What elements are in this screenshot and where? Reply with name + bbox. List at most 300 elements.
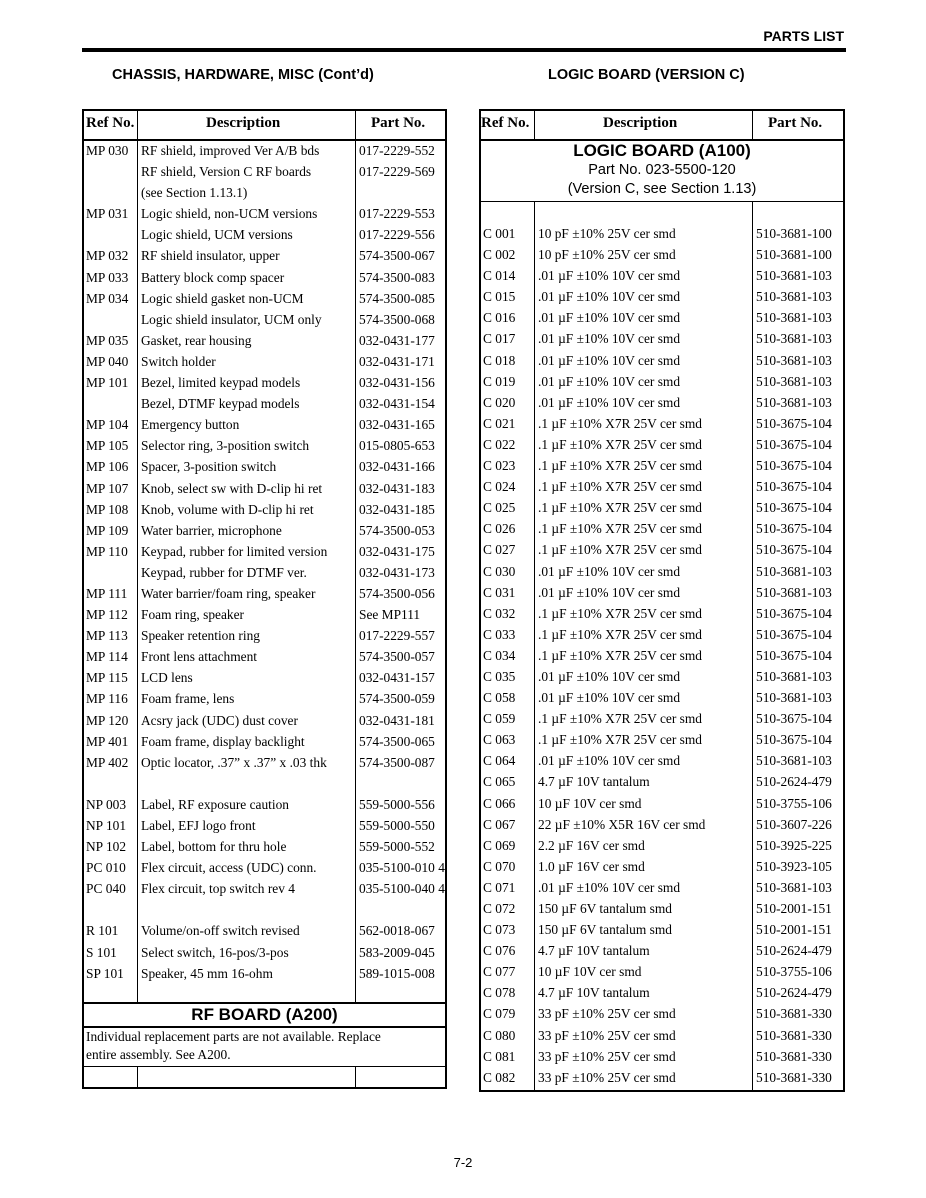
page-number: 7-2: [453, 1155, 473, 1170]
table-row: [481, 1003, 843, 1024]
part-number-cell: 510-3681-103: [756, 690, 832, 706]
part-number-cell: 032-0431-185: [359, 501, 435, 517]
description-cell: 10 µF 10V cer smd: [538, 795, 642, 811]
description-cell: Selector ring, 3-position switch: [141, 438, 310, 454]
table-row: [481, 750, 843, 771]
description-cell: .01 µF ±10% 10V cer smd: [538, 584, 681, 600]
table-row: [84, 351, 445, 372]
description-cell: .01 µF ±10% 10V cer smd: [538, 563, 681, 579]
part-number-cell: 017-2229-552: [359, 143, 435, 158]
table-row: [481, 919, 843, 940]
description-cell: RF shield, improved Ver A/B bds: [141, 143, 320, 158]
description-cell: Logic shield gasket non-UCM: [141, 290, 304, 306]
part-number-cell: 510-3675-104: [756, 458, 832, 474]
rf-board-note-2: entire assembly. See A200.: [86, 1047, 231, 1062]
description-cell: Volume/on-off switch revised: [141, 923, 300, 939]
ref-cell: C 017: [483, 331, 516, 347]
col-desc-header: Description: [603, 115, 678, 131]
ref-cell: MP 113: [86, 628, 128, 644]
description-cell: Bezel, limited keypad models: [141, 375, 301, 391]
description-cell: .1 µF ±10% X7R 25V cer smd: [538, 479, 702, 495]
table-row: [481, 603, 843, 624]
table-row: [481, 561, 843, 582]
table-row: [481, 835, 843, 856]
table-row: [84, 245, 445, 266]
description-cell: (see Section 1.13.1): [141, 185, 248, 201]
part-number-cell: 510-3681-330: [756, 1048, 832, 1064]
table-row: [84, 161, 445, 182]
table-row: [481, 1046, 843, 1067]
ref-cell: C 072: [483, 901, 516, 916]
table-row: [84, 330, 445, 351]
part-number-cell: 510-3681-103: [756, 879, 832, 895]
part-number-cell: 559-5000-556: [359, 796, 435, 812]
logic-board-banner: [481, 141, 843, 202]
header-rule: [82, 48, 846, 52]
part-number-cell: 589-1015-008: [359, 965, 435, 981]
ref-cell: MP 112: [86, 607, 128, 623]
description-cell: 10 µF 10V cer smd: [538, 964, 642, 980]
part-number-cell: 032-0431-175: [359, 543, 435, 559]
description-cell: Label, RF exposure caution: [141, 796, 290, 812]
part-number-cell: See MP111: [359, 607, 421, 623]
ref-cell: MP 034: [86, 290, 129, 306]
part-number-cell: 032-0431-177: [359, 332, 435, 348]
right-rows: [481, 223, 843, 1088]
description-cell: 2.2 µF 16V cer smd: [538, 837, 645, 853]
ref-cell: C 065: [483, 774, 516, 790]
description-cell: .1 µF ±10% X7R 25V cer smd: [538, 542, 702, 558]
part-number-cell: 017-2229-556: [359, 227, 435, 243]
table-row: [84, 182, 445, 203]
banner-title: LOGIC BOARD (A100): [573, 141, 751, 160]
table-row: [481, 413, 843, 434]
part-number-cell: 510-3607-226: [756, 816, 832, 832]
part-number-cell: 032-0431-181: [359, 712, 435, 728]
table-row: [481, 392, 843, 413]
table-row: [84, 878, 445, 899]
table-row: [481, 982, 843, 1003]
part-number-cell: 510-3675-104: [756, 436, 832, 452]
ref-cell: C 025: [483, 500, 516, 516]
table-row: [481, 307, 843, 328]
part-number-cell: 510-3675-104: [756, 626, 832, 642]
table-row: [481, 455, 843, 476]
col-part-header: Part No.: [371, 115, 426, 131]
description-cell: .01 µF ±10% 10V cer smd: [538, 331, 681, 347]
table-row: [84, 731, 445, 752]
part-number-cell: 032-0431-156: [359, 375, 435, 391]
table-row: [481, 877, 843, 898]
ref-cell: C 063: [483, 732, 516, 748]
ref-cell: MP 106: [86, 459, 129, 475]
part-number-cell: 510-2624-479: [756, 774, 832, 790]
description-cell: 4.7 µF 10V tantalum: [538, 943, 650, 959]
description-cell: Logic shield insulator, UCM only: [141, 311, 322, 327]
part-number-cell: 510-3675-104: [756, 605, 832, 621]
ref-cell: C 031: [483, 584, 516, 600]
table-row: [481, 687, 843, 708]
part-number-cell: 035-5100-010 4: [359, 860, 445, 876]
description-cell: .1 µF ±10% X7R 25V cer smd: [538, 605, 702, 621]
description-cell: Water barrier/foam ring, speaker: [141, 585, 316, 601]
ref-cell: MP 104: [86, 417, 129, 433]
ref-cell: MP 108: [86, 501, 129, 517]
table-row: [481, 539, 843, 560]
ref-cell: C 021: [483, 415, 516, 431]
part-number-cell: 574-3500-059: [359, 691, 435, 707]
table-row: [84, 267, 445, 288]
description-cell: .01 µF ±10% 10V cer smd: [538, 352, 681, 368]
part-number-cell: 032-0431-171: [359, 353, 435, 369]
ref-cell: C 016: [483, 310, 516, 326]
table-row: [84, 752, 445, 773]
part-number-cell: 510-3675-104: [756, 647, 832, 663]
ref-cell: C 018: [483, 352, 516, 368]
ref-cell: C 067: [483, 816, 516, 832]
table-row: [84, 499, 445, 520]
description-cell: .01 µF ±10% 10V cer smd: [538, 268, 681, 284]
part-number-cell: 510-3675-104: [756, 479, 832, 495]
column-divider: [137, 1066, 138, 1087]
table-row: [481, 771, 843, 792]
ref-cell: C 020: [483, 394, 516, 410]
ref-cell: PC 040: [86, 881, 126, 897]
table-row: [481, 582, 843, 603]
ref-cell: NP 101: [86, 818, 127, 833]
description-cell: .1 µF ±10% X7R 25V cer smd: [538, 626, 702, 642]
table-row: [84, 520, 445, 541]
description-cell: .1 µF ±10% X7R 25V cer smd: [538, 500, 702, 516]
description-cell: Keypad, rubber for DTMF ver.: [141, 564, 307, 580]
part-number-cell: 510-3681-103: [756, 753, 832, 769]
rf-board-note-1: Individual replacement parts are not available. Replace: [86, 1029, 381, 1044]
part-number-cell: 017-2229-557: [359, 628, 435, 644]
part-number-cell: 510-3681-100: [756, 226, 832, 241]
part-number-cell: 032-0431-173: [359, 564, 435, 580]
part-number-cell: 032-0431-183: [359, 480, 435, 496]
description-cell: .01 µF ±10% 10V cer smd: [538, 690, 681, 706]
table-row: [84, 224, 445, 245]
table-row: [481, 624, 843, 645]
table-row: [84, 140, 445, 161]
description-cell: Knob, select sw with D-clip hi ret: [141, 480, 323, 496]
table-row: [84, 794, 445, 815]
description-cell: 4.7 µF 10V tantalum: [538, 774, 650, 790]
ref-cell: MP 111: [86, 585, 128, 601]
description-cell: 10 pF ±10% 25V cer smd: [538, 247, 676, 263]
ref-cell: C 034: [483, 647, 516, 663]
description-cell: .01 µF ±10% 10V cer smd: [538, 289, 681, 305]
part-number-cell: 583-2009-045: [359, 944, 435, 960]
table-row: [84, 899, 445, 920]
table-row: [84, 562, 445, 583]
table-row: [481, 265, 843, 286]
ref-cell: C 058: [483, 690, 516, 706]
table-row: [84, 478, 445, 499]
part-number-cell: 510-3675-104: [756, 711, 832, 727]
ref-cell: C 026: [483, 521, 516, 537]
left-section-title: CHASSIS, HARDWARE, MISC (Cont’d): [112, 67, 374, 83]
description-cell: Foam ring, speaker: [141, 607, 245, 623]
table-row: [84, 203, 445, 224]
rf-board-title: RF BOARD (A200): [84, 1004, 445, 1028]
ref-cell: SP 101: [86, 965, 124, 981]
part-number-cell: 574-3500-057: [359, 649, 435, 665]
description-cell: Speaker retention ring: [141, 628, 260, 644]
part-number-cell: 510-3675-104: [756, 732, 832, 748]
description-cell: .01 µF ±10% 10V cer smd: [538, 373, 681, 389]
description-cell: .1 µF ±10% X7R 25V cer smd: [538, 415, 702, 431]
ref-cell: C 069: [483, 837, 516, 853]
description-cell: Bezel, DTMF keypad models: [141, 396, 300, 412]
description-cell: 1.0 µF 16V cer smd: [538, 858, 645, 874]
table-row: [84, 688, 445, 709]
ref-cell: MP 033: [86, 269, 129, 285]
ref-cell: NP 102: [86, 839, 127, 855]
part-number-cell: 017-2229-553: [359, 206, 435, 222]
part-number-cell: 510-3681-103: [756, 352, 832, 368]
rf-board-section: [84, 1002, 445, 1064]
part-number-cell: 574-3500-068: [359, 311, 435, 327]
ref-cell: C 078: [483, 985, 516, 1001]
ref-cell: C 002: [483, 247, 516, 263]
description-cell: 10 pF ±10% 25V cer smd: [538, 226, 676, 241]
part-number-cell: 574-3500-056: [359, 585, 435, 601]
part-number-cell: 510-3675-104: [756, 415, 832, 431]
description-cell: Water barrier, microphone: [141, 522, 282, 538]
table-row: [481, 793, 843, 814]
table-row: [481, 497, 843, 518]
table-row: [84, 646, 445, 667]
ref-cell: MP 109: [86, 522, 129, 538]
part-number-cell: 510-2001-151: [756, 922, 832, 938]
part-number-cell: 510-3681-103: [756, 373, 832, 389]
table-row: [84, 920, 445, 941]
part-number-cell: 510-3681-103: [756, 310, 832, 326]
description-cell: Flex circuit, top switch rev 4: [141, 881, 295, 897]
table-row: [84, 815, 445, 836]
table-row: [481, 708, 843, 729]
banner-version: (Version C, see Section 1.13): [567, 181, 757, 197]
part-number-cell: 510-3681-103: [756, 584, 832, 600]
column-divider: [534, 111, 535, 139]
part-number-cell: 510-3681-100: [756, 247, 832, 263]
description-cell: Foam frame, display backlight: [141, 733, 305, 749]
part-number-cell: 510-3675-104: [756, 542, 832, 558]
ref-cell: C 071: [483, 879, 516, 895]
description-cell: RF shield insulator, upper: [141, 248, 280, 264]
part-number-cell: 032-0431-154: [359, 396, 435, 412]
ref-cell: C 082: [483, 1069, 516, 1085]
col-ref-header: Ref No.: [86, 115, 135, 131]
banner-part-number: Part No. 023-5500-120: [588, 162, 736, 178]
table-row: [481, 518, 843, 539]
description-cell: 4.7 µF 10V tantalum: [538, 985, 650, 1001]
description-cell: Flex circuit, access (UDC) conn.: [141, 860, 317, 876]
ref-cell: C 019: [483, 373, 516, 389]
part-number-cell: 510-3681-103: [756, 268, 832, 284]
table-row: [481, 286, 843, 307]
description-cell: Label, EFJ logo front: [141, 818, 256, 833]
table-row: [84, 857, 445, 878]
ref-cell: C 032: [483, 605, 516, 621]
table-row: [84, 963, 445, 984]
description-cell: 33 pF ±10% 25V cer smd: [538, 1069, 676, 1085]
description-cell: .01 µF ±10% 10V cer smd: [538, 310, 681, 326]
ref-cell: C 064: [483, 753, 516, 769]
description-cell: Speaker, 45 mm 16-ohm: [141, 965, 273, 981]
description-cell: 33 pF ±10% 25V cer smd: [538, 1048, 676, 1064]
part-number-cell: 510-3755-106: [756, 795, 832, 811]
table-row: [481, 961, 843, 982]
part-number-cell: 574-3500-067: [359, 248, 435, 264]
part-number-cell: 510-2001-151: [756, 901, 832, 916]
part-number-cell: 510-3925-225: [756, 837, 832, 853]
part-number-cell: 035-5100-040 4: [359, 881, 445, 897]
part-number-cell: 574-3500-083: [359, 269, 435, 285]
part-number-cell: 574-3500-053: [359, 522, 435, 538]
description-cell: Logic shield, UCM versions: [141, 227, 293, 243]
table-row: [481, 645, 843, 666]
description-cell: Label, bottom for thru hole: [141, 839, 287, 855]
ref-cell: MP 116: [86, 691, 128, 707]
description-cell: .1 µF ±10% X7R 25V cer smd: [538, 521, 702, 537]
description-cell: Emergency button: [141, 417, 240, 433]
ref-cell: C 024: [483, 479, 516, 495]
table-header: [84, 111, 445, 141]
part-number-cell: 015-0805-653: [359, 438, 435, 454]
part-number-cell: 510-2624-479: [756, 985, 832, 1001]
description-cell: Battery block comp spacer: [141, 269, 285, 285]
table-row: [84, 414, 445, 435]
part-number-cell: 574-3500-085: [359, 290, 435, 306]
ref-cell: C 066: [483, 795, 516, 811]
part-number-cell: 562-0018-067: [359, 923, 435, 939]
description-cell: Select switch, 16-pos/3-pos: [141, 944, 289, 960]
part-number-cell: 510-3681-103: [756, 563, 832, 579]
description-cell: Knob, volume with D-clip hi ret: [141, 501, 314, 517]
table-row: [481, 350, 843, 371]
ref-cell: R 101: [86, 923, 119, 939]
ref-cell: NP 003: [86, 796, 127, 812]
ref-cell: MP 101: [86, 375, 129, 391]
ref-cell: C 014: [483, 268, 516, 284]
ref-cell: C 027: [483, 542, 516, 558]
description-cell: Front lens attachment: [141, 649, 258, 665]
ref-cell: C 081: [483, 1048, 516, 1064]
part-number-cell: 510-3681-330: [756, 1027, 832, 1043]
part-number-cell: 510-3681-103: [756, 394, 832, 410]
description-cell: Optic locator, .37” x .37” x .03 thk: [141, 754, 327, 770]
description-cell: .01 µF ±10% 10V cer smd: [538, 879, 681, 895]
part-number-cell: 510-3923-105: [756, 858, 832, 874]
description-cell: 22 µF ±10% X5R 16V cer smd: [538, 816, 706, 832]
part-number-cell: 510-3681-103: [756, 289, 832, 305]
description-cell: Keypad, rubber for limited version: [141, 543, 328, 559]
description-cell: LCD lens: [141, 670, 193, 686]
ref-cell: C 076: [483, 943, 516, 959]
table-row: [481, 1025, 843, 1046]
table-row: [481, 898, 843, 919]
ref-cell: C 022: [483, 436, 516, 452]
description-cell: .01 µF ±10% 10V cer smd: [538, 394, 681, 410]
ref-cell: PC 010: [86, 860, 126, 876]
table-row: [84, 625, 445, 646]
ref-cell: MP 402: [86, 754, 129, 770]
ref-cell: S 101: [86, 944, 117, 960]
chassis-parts-table: [82, 109, 447, 1089]
part-number-cell: 510-3681-103: [756, 668, 832, 684]
table-row: [481, 476, 843, 497]
table-row: [84, 836, 445, 857]
part-number-cell: 510-3675-104: [756, 521, 832, 537]
part-number-cell: 510-2624-479: [756, 943, 832, 959]
description-cell: 33 pF ±10% 25V cer smd: [538, 1006, 676, 1022]
ref-cell: C 015: [483, 289, 516, 305]
description-cell: Acsry jack (UDC) dust cover: [141, 712, 298, 728]
ref-cell: C 073: [483, 922, 516, 938]
col-part-header: Part No.: [768, 115, 823, 131]
column-divider: [752, 111, 753, 139]
ref-cell: MP 107: [86, 480, 129, 496]
description-cell: Gasket, rear housing: [141, 332, 252, 348]
table-row: [481, 434, 843, 455]
ref-cell: C 033: [483, 626, 516, 642]
part-number-cell: 510-3675-104: [756, 500, 832, 516]
page-section-header: PARTS LIST: [763, 28, 844, 44]
description-cell: 33 pF ±10% 25V cer smd: [538, 1027, 676, 1043]
description-cell: .01 µF ±10% 10V cer smd: [538, 753, 681, 769]
part-number-cell: 559-5000-552: [359, 839, 435, 855]
ref-cell: MP 120: [86, 712, 129, 728]
table-row: [481, 856, 843, 877]
table-row: [481, 666, 843, 687]
ref-cell: C 070: [483, 858, 516, 874]
right-section-title: LOGIC BOARD (VERSION C): [548, 67, 745, 83]
part-number-cell: 510-3681-330: [756, 1006, 832, 1022]
part-number-cell: 510-3681-330: [756, 1069, 832, 1085]
ref-cell: C 077: [483, 964, 516, 980]
left-rows: [84, 140, 445, 984]
column-divider: [355, 1066, 356, 1087]
ref-cell: MP 031: [86, 206, 129, 222]
part-number-cell: 574-3500-087: [359, 754, 435, 770]
part-number-cell: 559-5000-550: [359, 818, 435, 833]
part-number-cell: 032-0431-166: [359, 459, 435, 475]
table-row: [84, 942, 445, 963]
description-cell: Switch holder: [141, 353, 216, 369]
row-divider: [84, 1066, 445, 1067]
table-row: [481, 940, 843, 961]
part-number-cell: 032-0431-157: [359, 670, 435, 686]
description-cell: Foam frame, lens: [141, 691, 235, 707]
table-header: [481, 111, 843, 141]
table-row: [481, 223, 843, 244]
table-row: [84, 435, 445, 456]
table-row: [481, 814, 843, 835]
description-cell: .1 µF ±10% X7R 25V cer smd: [538, 732, 702, 748]
ref-cell: MP 040: [86, 353, 129, 369]
col-desc-header: Description: [206, 115, 281, 131]
part-number-cell: 032-0431-165: [359, 417, 435, 433]
description-cell: .1 µF ±10% X7R 25V cer smd: [538, 458, 702, 474]
ref-cell: MP 032: [86, 248, 129, 264]
ref-cell: MP 110: [86, 543, 128, 559]
table-row: [84, 710, 445, 731]
table-row: [481, 729, 843, 750]
description-cell: Logic shield, non-UCM versions: [141, 206, 318, 222]
